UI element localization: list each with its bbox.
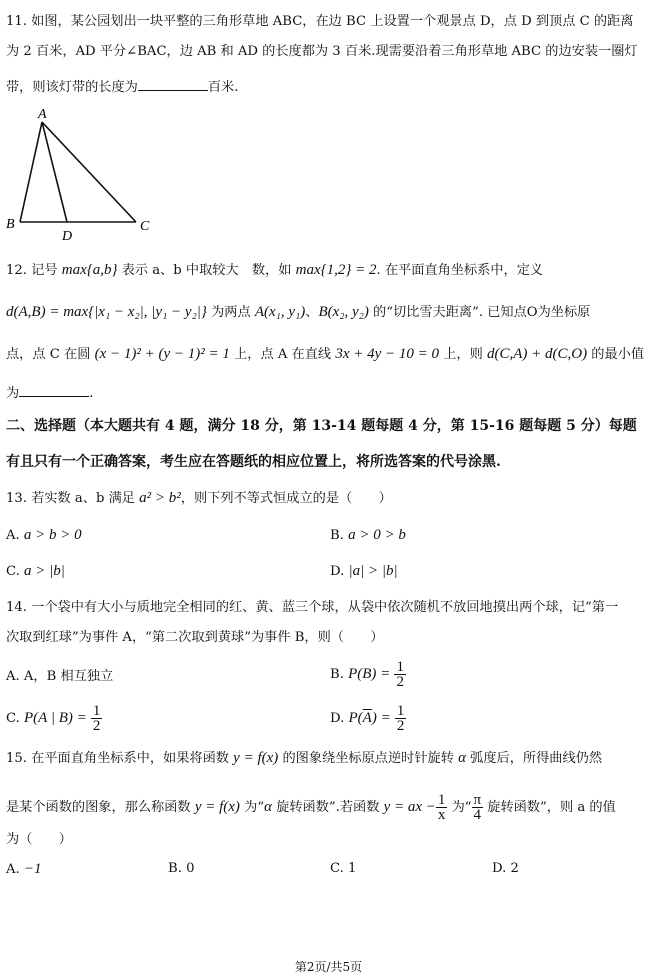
- q14-option-c-fraction: [91, 704, 103, 733]
- q15-l1-c: 的图象绕坐标原点逆时针旋转: [278, 751, 459, 766]
- q11-line-3-pre: 带，则该灯带的长度为: [6, 80, 138, 95]
- q13-stem-c: ，则下列不等式恒成立的是（ ）: [180, 491, 392, 506]
- q14-option-b-den: 2: [396, 674, 404, 690]
- q15-func: y = f(x): [233, 750, 279, 766]
- q12-l3-g: 的最小值: [587, 347, 645, 362]
- q12-max-example: max{1,2} = 2: [295, 262, 377, 278]
- q13-option-a-label: A.: [6, 528, 20, 543]
- q13-option-d-label: D.: [330, 564, 345, 579]
- q15-func-2: y = f(x): [194, 799, 240, 815]
- q13-stem: [6, 490, 392, 507]
- q15-option-d[interactable]: D. 2: [492, 861, 519, 876]
- q15-pi-num: π: [473, 792, 482, 808]
- q15-l2-h: 为“: [447, 800, 472, 815]
- q14-option-c-den: 2: [92, 718, 101, 734]
- q15-option-b[interactable]: B. 0: [168, 861, 195, 876]
- q14-option-d[interactable]: [330, 704, 406, 733]
- label-c: C: [140, 219, 150, 234]
- label-d: D: [62, 229, 73, 244]
- q12-l4-pre: 为: [6, 386, 20, 401]
- q12-l1-a: 12. 记号: [6, 263, 62, 278]
- q12-point-a: A(x₁, y₁): [254, 304, 306, 320]
- q12-l1-e: . 在平面直角坐标系中，定义: [376, 263, 544, 278]
- q12-l3-e: 上，则: [439, 347, 487, 362]
- label-a: A: [38, 107, 47, 122]
- q14-line-2: 次取到红球”为事件 A，“第二次取到黄球”为事件 B，则（ ）: [6, 630, 384, 645]
- q15-l2-j: 旋转函数”，则 a 的值: [483, 800, 616, 815]
- q15-l1-e: 弧度后，所得曲线仍然: [465, 751, 603, 766]
- q14-option-b-fraction: [394, 660, 406, 689]
- q12-line-3: [6, 346, 644, 363]
- q14-option-d-den: 2: [396, 718, 405, 734]
- q13-option-b-text: a > 0 > b: [348, 527, 406, 543]
- q14-option-d-num: 1: [396, 703, 405, 719]
- q15-l2-c: 为“: [239, 800, 265, 815]
- q14-option-c-num: 1: [92, 703, 101, 719]
- q15-option-a[interactable]: [6, 860, 42, 879]
- q11-line-1: 11. 如图，某公园划出一块平整的三角形草地 ABC，在边 BC 上设置一个观景点 D，点 D 到顶点 C 的距离: [6, 14, 634, 29]
- q15-alpha: α: [458, 750, 466, 766]
- q11-answer-blank[interactable]: [138, 76, 208, 91]
- q15-line-1: [6, 750, 602, 767]
- q14-option-d-lhs: [349, 710, 391, 726]
- q12-l3-a: 点，点 C 在圆: [6, 347, 95, 362]
- side-ab: [20, 122, 42, 222]
- q15-fraction-1-over-x: [436, 793, 448, 822]
- q14-option-c[interactable]: [6, 704, 102, 733]
- q13-option-c-text: a > |b|: [24, 563, 65, 579]
- q15-func-def: y = ax −: [383, 799, 436, 815]
- q12-answer-blank[interactable]: [19, 382, 89, 397]
- q14-option-b-lhs: P(B) =: [348, 666, 391, 682]
- q12-chebyshev-formula: d(A,B) = max{|x₁ − x₂|, |y₁ − y₂|}: [6, 304, 207, 320]
- q12-distance-sum: d(C,A) + d(C,O): [486, 346, 588, 362]
- q11-line-3-post: 百米.: [207, 80, 239, 95]
- q12-l2-f: 的“切比雪夫距离”. 已知点O为坐标原: [368, 305, 591, 320]
- section-2-heading-line-1: 二、选择题（本大题共有 4 题，满分 18 分，第 13-14 题每题 4 分，第 15-16 题每题 5 分）每题: [6, 418, 637, 434]
- q12-line-2: [6, 304, 590, 321]
- section-2-heading-line-2: 有且只有一个正确答案，考生应在答题纸的相应位置上，将所选答案的代号涂黑.: [6, 454, 501, 470]
- q14-option-d-lhs-close: ) =: [371, 710, 391, 726]
- q12-circle-eq: (x − 1)² + (y − 1)² = 1: [94, 346, 230, 362]
- q13-condition: a² > b²: [139, 490, 181, 506]
- q15-alpha-2: α: [264, 799, 272, 815]
- q11-line-2: 为 2 百米，AD 平分∠BAC，边 AB 和 AD 的长度都为 3 百米.现需要沿着三角形草地 ABC 的边安装一圈灯: [6, 44, 638, 59]
- q12-max-notation: max{a,b}: [61, 262, 118, 278]
- q14-option-c-label: C.: [6, 711, 20, 726]
- q15-frac-den: x: [437, 807, 446, 823]
- q13-option-a[interactable]: [6, 526, 82, 545]
- q15-line-3: 为（ ）: [6, 832, 72, 847]
- q15-l1-a: 15. 在平面直角坐标系中，如果将函数: [6, 751, 234, 766]
- q13-option-b[interactable]: [330, 526, 406, 545]
- q15-l2-e: 旋转函数”.若函数: [271, 800, 384, 815]
- q13-option-d[interactable]: [330, 562, 398, 581]
- q14-option-d-fraction: [395, 704, 407, 733]
- q12-l2-b: 为两点: [206, 305, 255, 320]
- q12-l3-c: 上，点 A 在直线: [229, 347, 336, 362]
- triangle-figure: [0, 104, 170, 244]
- q15-pi-den: 4: [473, 807, 482, 823]
- q12-line-1: [6, 262, 543, 279]
- q12-point-b: B(x₂, y₂): [318, 304, 369, 320]
- q14-option-b[interactable]: [330, 660, 406, 689]
- q12-line-4: [6, 382, 93, 402]
- q14-line-1: 14. 一个袋中有大小与质地完全相同的红、黄、蓝三个球，从袋中依次随机不放回地摸出两个球，记“第一: [6, 600, 619, 615]
- label-b: B: [6, 217, 15, 232]
- q11-line-3: [6, 76, 238, 96]
- q14-option-a[interactable]: A. A，B 相互独立: [6, 669, 114, 684]
- q14-option-b-label: B.: [330, 667, 344, 682]
- q15-line-2: [6, 792, 616, 823]
- q15-option-a-value: −1: [23, 861, 42, 877]
- segment-ad: [42, 122, 67, 222]
- q15-fraction-pi-over-4: [472, 793, 484, 822]
- q13-option-c-label: C.: [6, 564, 20, 579]
- q14-option-d-label: D.: [330, 711, 345, 726]
- page-footer: 第2页/共5页: [294, 960, 363, 974]
- q13-option-a-text: a > b > 0: [23, 527, 82, 543]
- q14-option-c-lhs: P(A | B) =: [24, 710, 87, 726]
- q15-l2-a: 是某个函数的图象，那么称函数: [6, 800, 195, 815]
- q15-option-c[interactable]: C. 1: [330, 861, 357, 876]
- q13-option-b-label: B.: [330, 528, 344, 543]
- q12-line-eq: 3x + 4y − 10 = 0: [335, 346, 439, 362]
- q12-l4-post: .: [89, 386, 94, 401]
- q12-l1-c: 表示 a、b 中取较大 数，如: [117, 263, 296, 278]
- q15-frac-num: 1: [437, 792, 446, 808]
- q13-stem-a: 13. 若实数 a、b 满足: [6, 491, 140, 506]
- side-ac: [42, 122, 136, 222]
- q15-option-a-label: A.: [6, 862, 20, 877]
- q13-option-d-text: |a| > |b|: [348, 563, 398, 579]
- q14-option-b-num: 1: [396, 659, 404, 675]
- q14-option-d-lhs-open: P(: [348, 710, 363, 726]
- q12-l2-d: 、: [305, 305, 319, 320]
- q13-option-c[interactable]: [6, 562, 65, 581]
- q14-option-d-complement: $\overline{A}$: [362, 710, 372, 726]
